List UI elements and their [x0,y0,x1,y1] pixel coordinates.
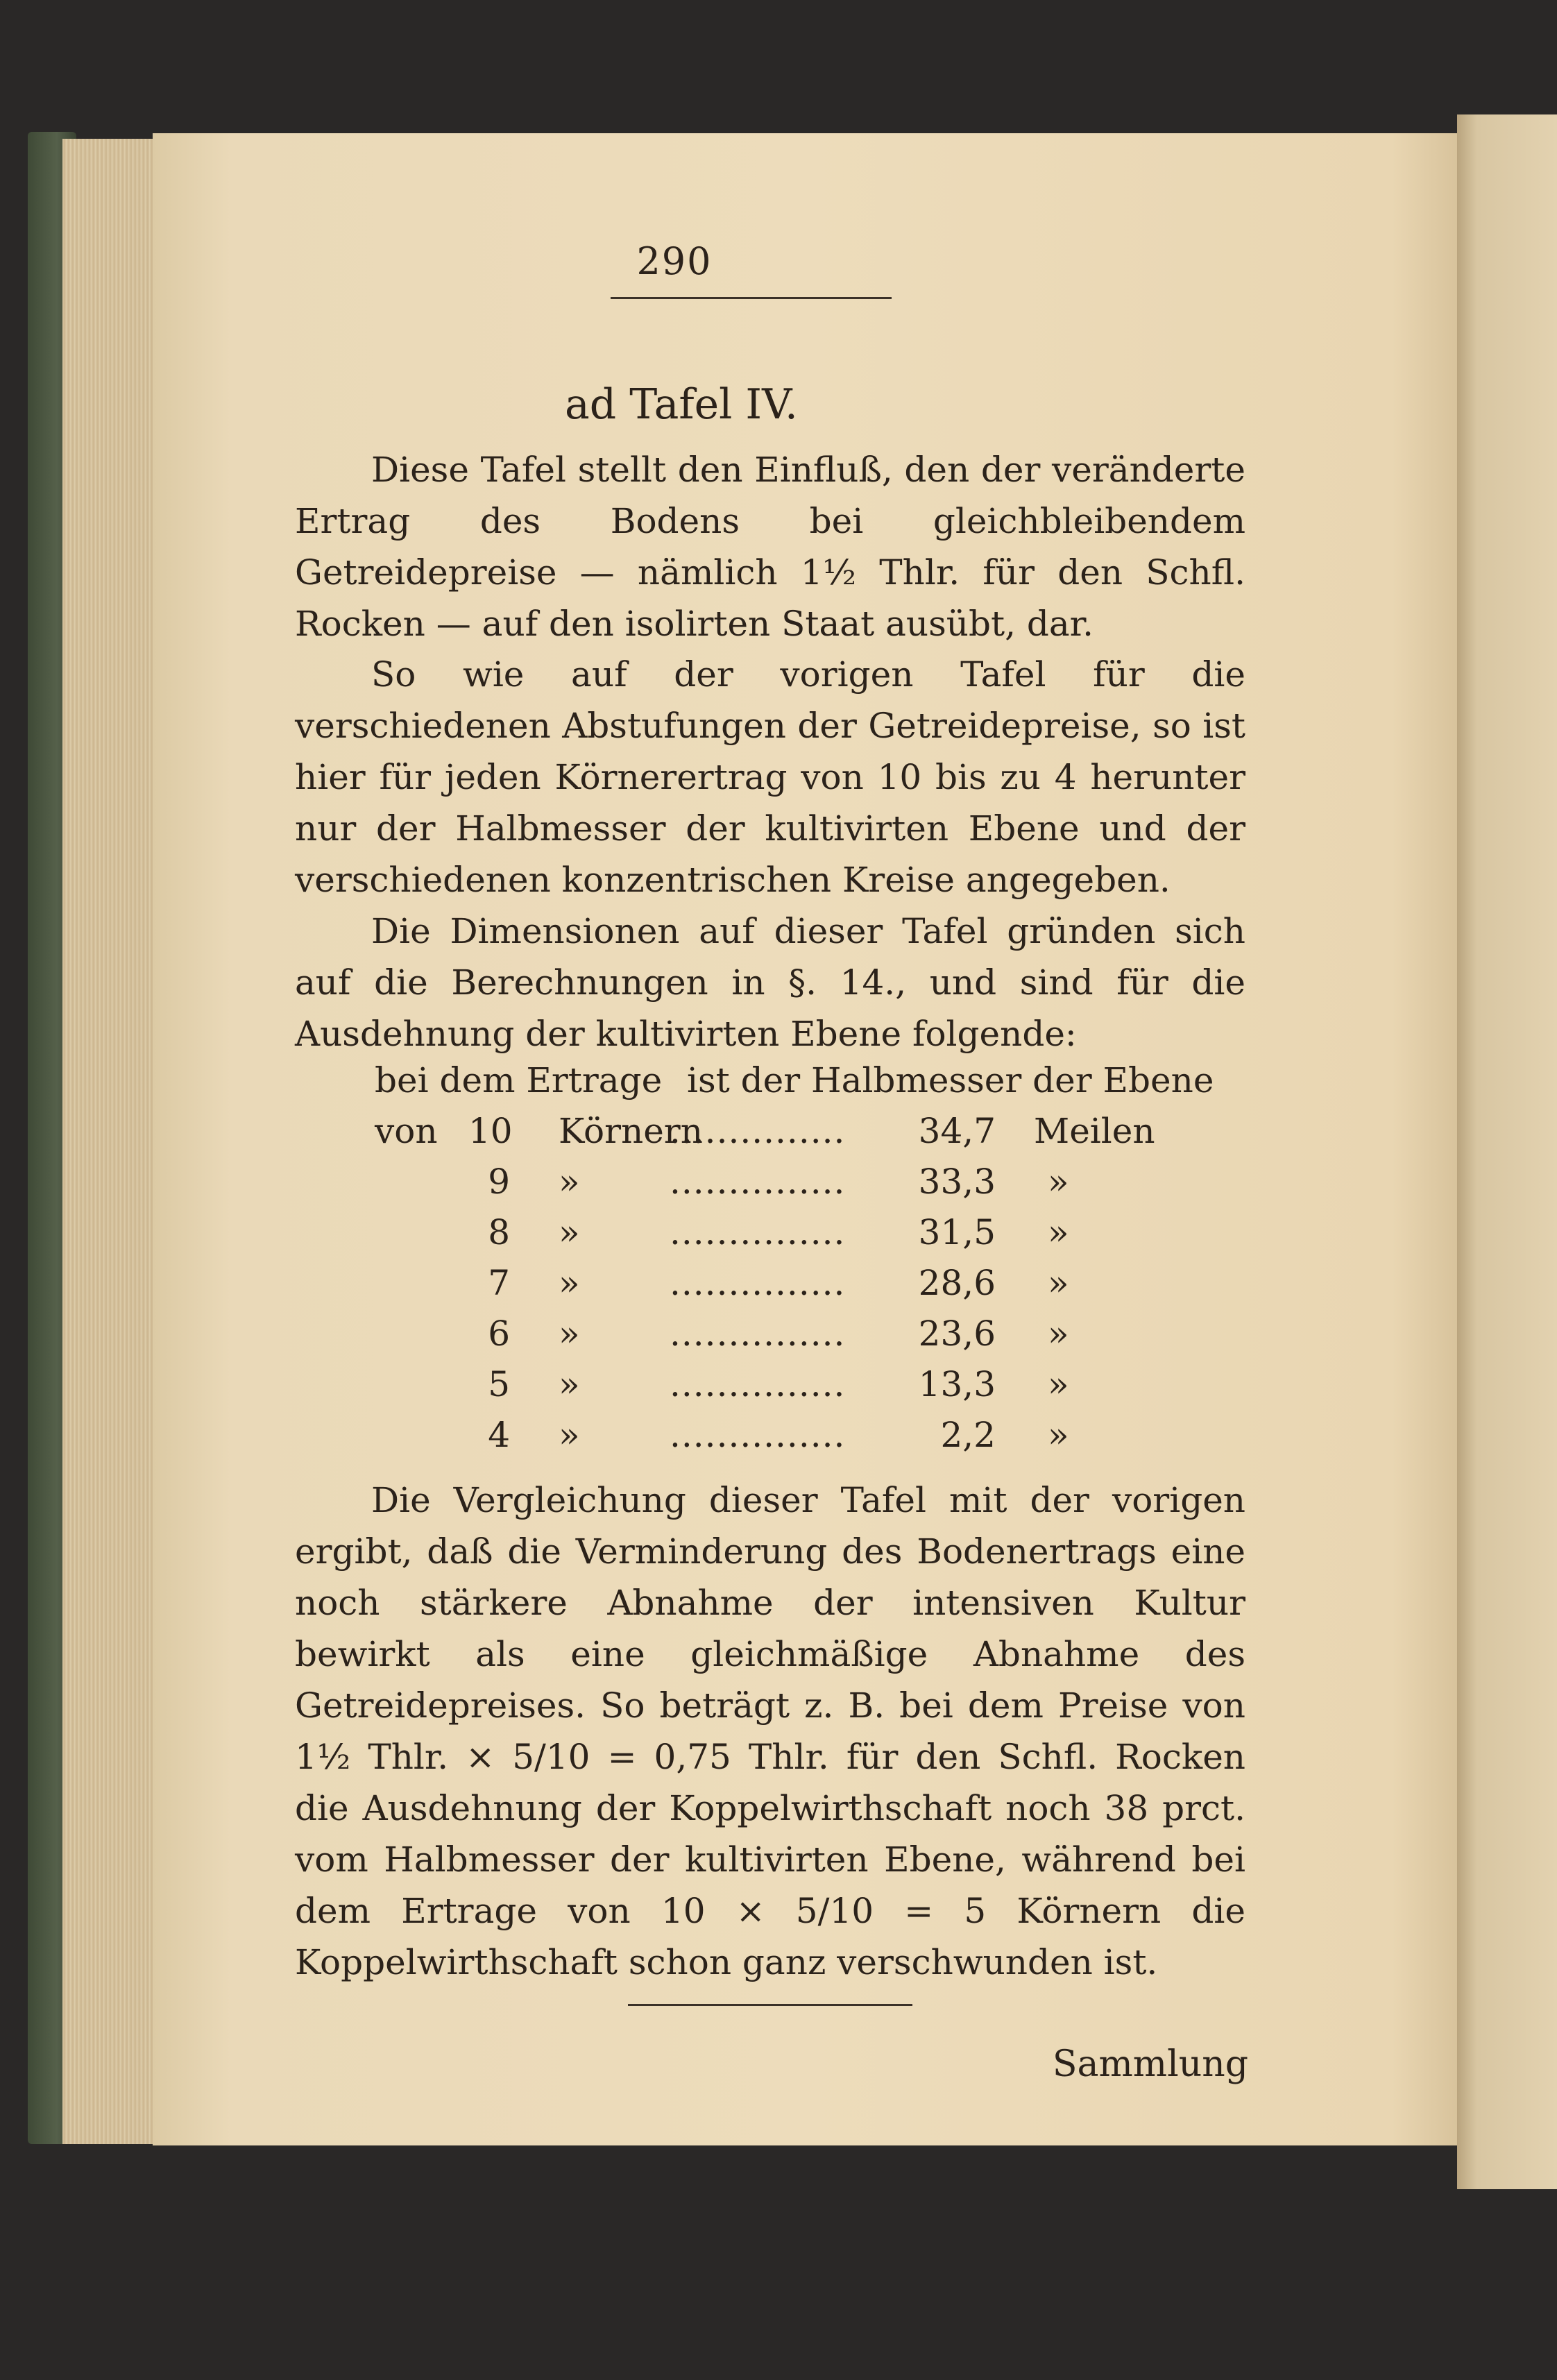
table-row [295,1162,1266,1212]
row-ditto: » [1048,1212,1069,1252]
row-count: 10 [468,1111,513,1151]
row-dots: ............... [670,1212,846,1252]
facing-page-edge [1457,114,1557,2189]
top-rule [611,297,892,299]
row-ditto: » [559,1263,580,1303]
row-ditto: » [1048,1364,1069,1404]
catchword: Sammlung [1052,2043,1248,2085]
row-ditto: » [559,1162,580,1202]
table-row [295,1314,1266,1364]
row-ditto: » [1048,1314,1069,1354]
table-header-right: ist der Halbmesser der Ebene [687,1060,1214,1100]
row-unit-label: Körnern [559,1111,703,1151]
row-dots: ............... [670,1415,846,1455]
row-ditto: » [559,1415,580,1455]
page-edges [62,139,167,2144]
row-dots: ............... [670,1162,846,1202]
row-ditto: » [559,1364,580,1404]
row-ditto: » [1048,1263,1069,1303]
row-count: 4 [488,1415,510,1455]
yield-radius-table [295,1060,1266,1465]
paragraph-2: So wie auf der vorigen Tafel für die verschiedenen Abstufungen der Getreidepreise, so ist hier für jeden Körnerertrag von 10 bis zu 4 herunter nur der Halbmesser der kultivirten Ebene und der verschiedenen konzentrischen Kreise angegeben. [295,654,1245,900]
row-value: 13,3 [918,1364,996,1404]
row-count: 6 [488,1314,510,1354]
row-value: 31,5 [918,1212,996,1252]
row-ditto: » [559,1314,580,1354]
row-value: 28,6 [918,1263,996,1303]
table-row [295,1263,1266,1314]
row-count: 9 [488,1162,510,1202]
table-row [295,1364,1266,1415]
row-dots: ............... [670,1263,846,1303]
row-count: 7 [488,1263,510,1303]
table-header-row [295,1060,1266,1111]
row-dots: ............... [670,1111,846,1151]
row-value: 23,6 [918,1314,996,1354]
section-heading: ad Tafel IV. [565,380,798,429]
row-value: 33,3 [918,1162,996,1202]
table-row [295,1212,1266,1263]
row-dots: ............... [670,1364,846,1404]
closing-paragraph: Die Vergleichung dieser Tafel mit der vorigen ergibt, daß die Verminderung des Bodenertrags eine noch stärkere Abnahme der intensiven Kultur bewirkt als eine gleichmäßige Abnahme des Getreidepreises. So beträgt z. B. bei dem Preise von 1½ Thlr. × 5/10 = 0,75 Thlr. für den Schfl. Rocken die Ausdehnung der Koppelwirthschaft noch 38 prct. vom Halbmesser der kultivirten Ebene, während bei dem Ertrage von 10 × 5/10 = 5 Körnern die Koppelwirthschaft schon ganz verschwunden ist. [295,1480,1245,1982]
row-ditto: » [1048,1162,1069,1202]
row-dots: ............... [670,1314,846,1354]
bottom-rule [628,2004,912,2006]
row-count: 5 [488,1364,510,1404]
row-value: 34,7 [918,1111,996,1151]
table-row [295,1415,1266,1465]
paragraph-1: Diese Tafel stellt den Einfluß, den der veränderte Ertrag des Bodens bei gleichbleibendem Getreidepreise — nämlich 1½ Thlr. für den Schfl. Rocken — auf den isolirten Staat ausübt, dar. [295,450,1245,644]
table-header-left: bei dem Ertrage [375,1060,663,1100]
table-row [295,1111,1266,1162]
row-unit: Meilen [1034,1111,1155,1151]
row-ditto: » [559,1212,580,1252]
row-prefix: von [375,1111,438,1151]
row-ditto: » [1048,1415,1069,1455]
page-number: 290 [636,239,713,283]
row-count: 8 [488,1212,510,1252]
row-value: 2,2 [940,1415,996,1455]
paragraph-3: Die Dimensionen auf dieser Tafel gründen sich auf die Berechnungen in §. 14., und sind für die Ausdehnung der kultivirten Ebene folgende: [295,911,1245,1054]
